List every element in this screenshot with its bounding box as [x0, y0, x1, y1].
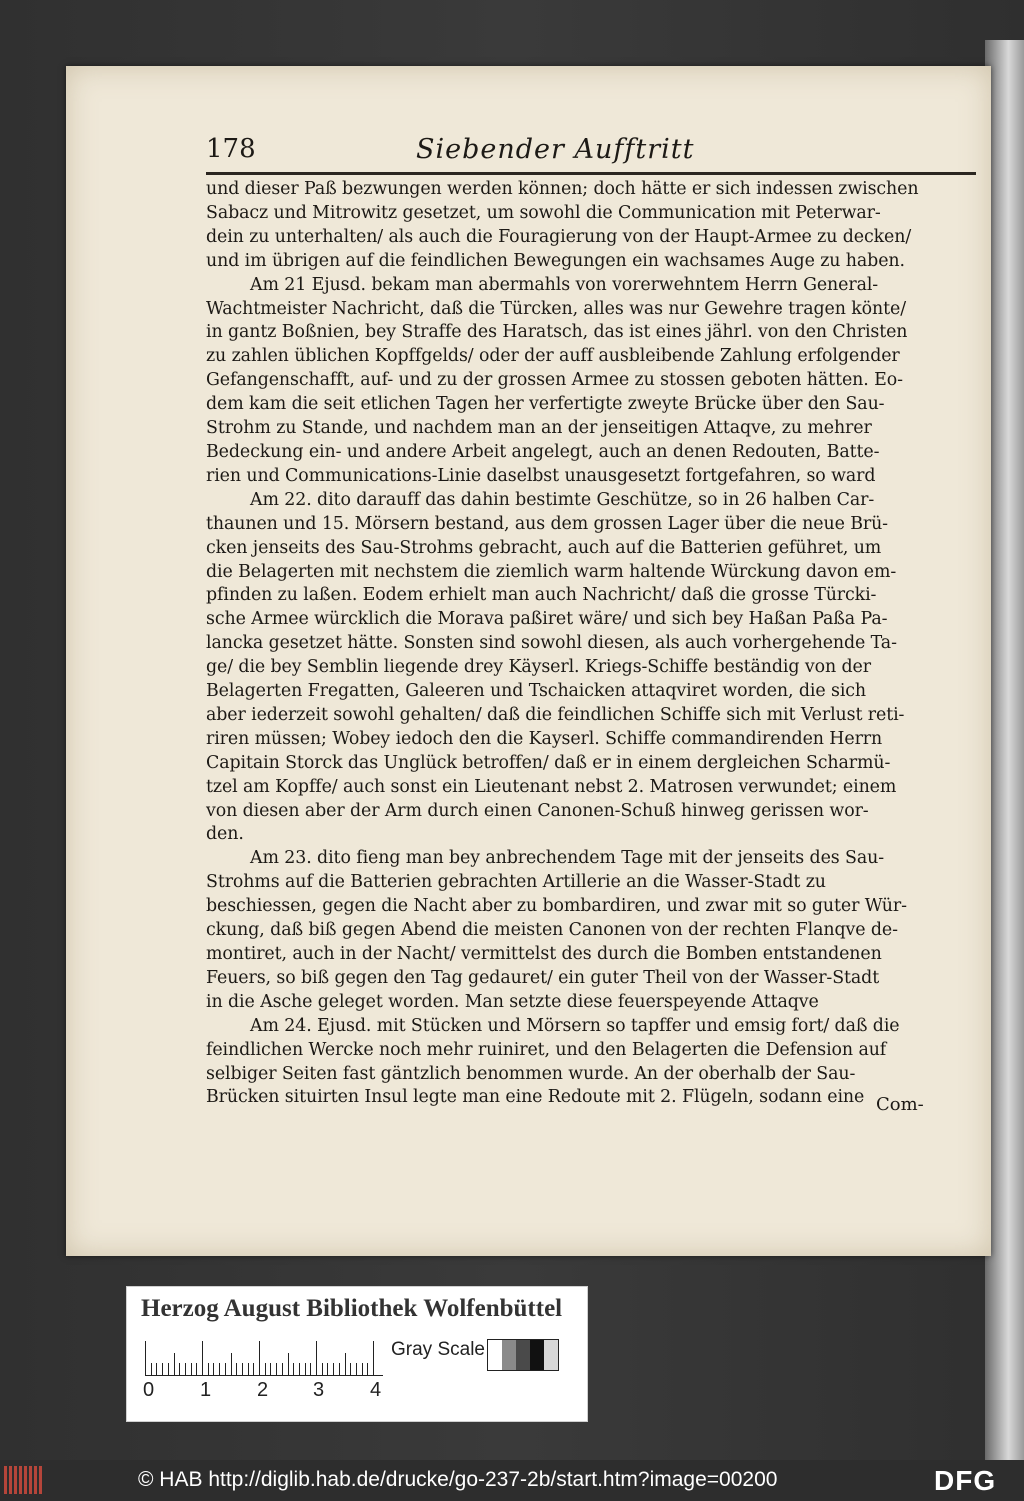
header-rule: [206, 172, 976, 175]
ruler-number: 4: [370, 1379, 382, 1401]
text-line: feindlichen Wercke noch mehr ruiniret, und den Belagerten die Defension auf: [206, 1039, 887, 1060]
ruler-tick: [156, 1363, 157, 1375]
ruler-tick: [259, 1341, 260, 1375]
ruler-tick: [219, 1363, 220, 1375]
text-line: ckung, daß biß gegen Abend die meisten Canonen von der rechten Flanqve de-: [206, 920, 898, 941]
text-line: thaunen und 15. Mörsern bestand, aus dem grossen Lager über die neue Brü-: [206, 513, 888, 534]
ruler-number: 1: [200, 1379, 212, 1401]
text-line: selbiger Seiten fast gäntzlich benommen wurde. An der oberhalb der Sau-: [206, 1063, 856, 1084]
text-line: Brücken situirten Insul legte man eine Redoute mit 2. Flügeln, sodann eine: [206, 1087, 865, 1108]
ruler-tick: [270, 1363, 271, 1375]
text-line: Capitain Storck das Unglück betroffen/ daß er in einem dergleichen Scharmü-: [206, 752, 891, 773]
ruler-tick: [196, 1363, 197, 1375]
text-line: Strohm zu Stande, und nachdem man an der jenseitigen Attaqve, zu mehrer: [206, 418, 872, 439]
text-line: Gefangenschafft, auf- und zu der grossen Armee zu stossen geboten hätten. Eo-: [206, 370, 903, 391]
text-line: die Belagerten mit nechstem die ziemlich warm haltende Würckung davon em-: [206, 561, 897, 582]
ruler-tick: [362, 1363, 363, 1375]
ruler-tick: [151, 1363, 152, 1375]
text-line: Feuers, so biß gegen den Tag gedauret/ ein guter Theil von der Wasser-Stadt: [206, 967, 880, 988]
text-line: tzel am Kopffe/ auch sonst ein Lieutenant nebst 2. Matrosen verwundet; einem: [206, 776, 897, 797]
ruler-tick: [333, 1363, 334, 1375]
ruler-tick: [276, 1363, 277, 1375]
catchword: Com-: [876, 1094, 924, 1115]
text-line: montiret, auch in der Nacht/ vermittelst des durch die Bomben entstandenen: [206, 944, 882, 964]
gray-scale-swatches: [487, 1339, 559, 1371]
footer-bar: [0, 1460, 1024, 1501]
ruler-tick: [316, 1341, 317, 1375]
text-line: Belagerten Fregatten, Galeeren und Tschaicken attaqviret worden, die sich: [206, 681, 867, 702]
text-line: aber iederzeit sowohl gehalten/ daß die feindlichen Schiffe sich mit Verlust reti-: [206, 704, 905, 725]
library-label-card: [126, 1286, 588, 1422]
gray-swatch: [544, 1340, 558, 1370]
gray-swatch: [502, 1340, 516, 1370]
footer-credit[interactable]: © HAB http://diglib.hab.de/drucke/go-237-2b/start.htm?image=00200: [138, 1468, 778, 1491]
ruler-tick: [367, 1363, 368, 1375]
body-text: [206, 178, 981, 1110]
dfg-logo: DFG: [934, 1465, 997, 1496]
text-line: Strohms auf die Batterien gebrachten Artillerie an die Wasser-Stadt zu: [206, 872, 826, 893]
ruler-tick: [356, 1363, 357, 1375]
ruler-tick: [236, 1363, 237, 1375]
ruler-tick: [213, 1363, 214, 1375]
text-line: cken jenseits des Sau-Strohms gebracht, auch auf die Batterien geführet, um: [206, 537, 882, 558]
text-line: Am 24. Ejusd. mit Stücken und Mörsern so tapffer und emsig fort/ daß die: [250, 1015, 900, 1036]
text-line: dein zu unterhalten/ als auch die Fouragierung von der Haupt-Armee zu decken/: [206, 226, 912, 247]
text-line: beschiessen, gegen die Nacht aber zu bombardiren, und zwar mit so guter Wür-: [206, 896, 907, 917]
ruler-tick: [253, 1363, 254, 1375]
ruler-tick: [248, 1363, 249, 1375]
ruler-number: 0: [143, 1379, 155, 1401]
ruler-tick: [288, 1353, 289, 1375]
ruler-tick: [162, 1363, 163, 1375]
ruler-tick: [202, 1341, 203, 1375]
ruler-tick: [225, 1363, 226, 1375]
text-line: und dieser Paß bezwungen werden können; doch hätte er sich indessen zwischen: [206, 179, 919, 199]
ruler-tick: [305, 1363, 306, 1375]
gray-swatch: [488, 1340, 502, 1370]
ruler-tick: [350, 1363, 351, 1375]
gray-swatch: [530, 1340, 544, 1370]
hab-logo-icon: [4, 1466, 44, 1494]
book-page: [66, 66, 991, 1256]
text-line: von diesen aber der Arm durch einen Canonen-Schuß hinweg gerissen wor-: [206, 800, 869, 821]
ruler-tick: [242, 1363, 243, 1375]
text-line: lancka gesetzet hätte. Sonsten sind sowohl diesen, als auch vorhergehende Ta-: [206, 633, 897, 654]
gray-scale-label: Gray Scale: [391, 1339, 485, 1360]
ruler-tick: [174, 1353, 175, 1375]
text-line: sche Armee würcklich die Morava paßiret wäre/ und sich bey Haßan Paßa Pa-: [206, 609, 888, 630]
ruler-tick: [179, 1363, 180, 1375]
text-line: Sabacz und Mitrowitz gesetzet, um sowohl die Communication mit Peterwar-: [206, 202, 881, 223]
ruler-number: 2: [257, 1379, 269, 1401]
text-line: pfinden zu laßen. Eodem erhielt man auch Nachricht/ daß die grosse Türcki-: [206, 585, 877, 606]
text-line: Am 21 Ejusd. bekam man abermahls von vorerwehntem Herrn General-: [250, 274, 879, 295]
ruler-tick: [339, 1363, 340, 1375]
running-head: Siebender Aufftritt: [416, 134, 695, 165]
text-line: rien und Communications-Linie daselbst unausgesetzt fortgefahren, so ward: [206, 465, 876, 486]
ruler-tick: [145, 1341, 146, 1375]
text-line: zu zahlen üblichen Kopffgelds/ oder der auff ausbleibende Zahlung erfolgender: [206, 346, 900, 367]
ruler-tick: [265, 1363, 266, 1375]
ruler-tick: [373, 1341, 374, 1375]
ruler-tick: [345, 1353, 346, 1375]
gray-swatch: [516, 1340, 530, 1370]
text-line: ge/ die bey Semblin liegende drey Käyserl. Kriegs-Schiffe beständig von der: [206, 657, 871, 678]
text-line: riren müssen; Wobey iedoch den die Kayserl. Schiffe commandirenden Herrn: [206, 728, 883, 749]
text-line: dem kam die seit etlichen Tagen her verfertigte zweyte Brücke über den Sau-: [206, 394, 885, 415]
ruler-tick: [231, 1353, 232, 1375]
ruler-tick: [191, 1363, 192, 1375]
ruler-tick: [327, 1363, 328, 1375]
ruler-tick: [282, 1363, 283, 1375]
ruler-tick: [310, 1363, 311, 1375]
text-line: Wachtmeister Nachricht, daß die Türcken, alles was nur Gewehre tragen könte/: [206, 298, 906, 319]
measurement-ruler: [145, 1339, 383, 1376]
ruler-tick: [293, 1363, 294, 1375]
text-line: den.: [206, 824, 244, 845]
ruler-tick: [208, 1363, 209, 1375]
ruler-tick: [185, 1363, 186, 1375]
ruler-number: 3: [313, 1379, 325, 1401]
text-line: und im übrigen auf die feindlichen Bewegungen ein wachsames Auge zu haben.: [206, 250, 905, 271]
page-number: 178: [206, 134, 256, 164]
ruler-tick: [299, 1363, 300, 1375]
text-line: Bedeckung ein- und andere Arbeit angelegt, auch an denen Redouten, Batte-: [206, 441, 880, 462]
library-name: Herzog August Bibliothek Wolfenbüttel: [141, 1295, 563, 1322]
ruler-tick: [322, 1363, 323, 1375]
text-line: in die Asche geleget worden. Man setzte diese feuerspeyende Attaqve: [206, 991, 819, 1012]
ruler-tick: [168, 1363, 169, 1375]
text-line: Am 22. dito darauff das dahin bestimte Geschütze, so in 26 halben Car-: [250, 489, 875, 510]
text-line: in gantz Boßnien, bey Straffe des Haratsch, das ist eines jährl. von den Christen: [206, 322, 908, 343]
text-line: Am 23. dito fieng man bey anbrechendem Tage mit der jenseits des Sau-: [250, 848, 884, 869]
